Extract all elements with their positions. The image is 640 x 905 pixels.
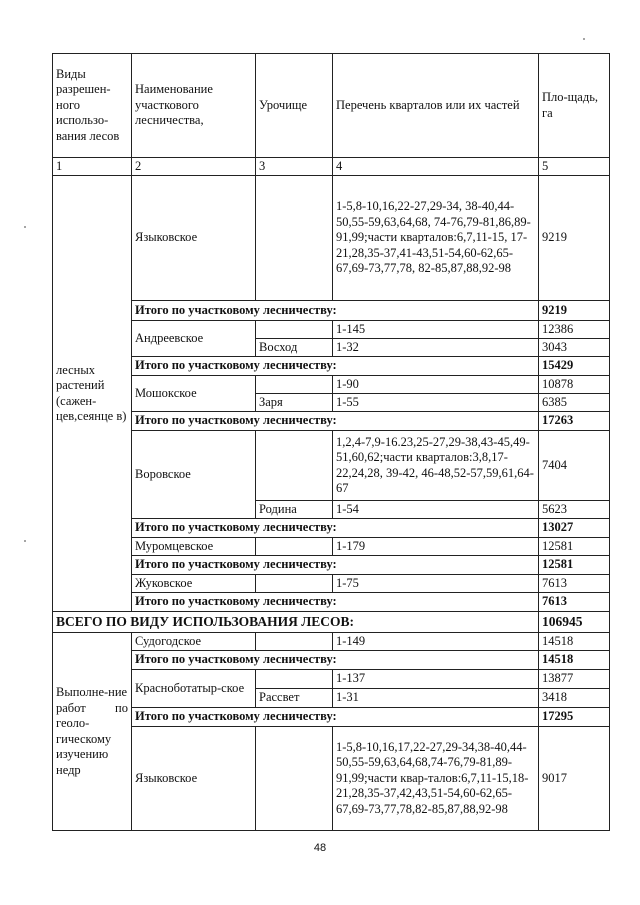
column-number: 4 <box>333 158 539 176</box>
table-row <box>53 376 610 394</box>
scan-artifact <box>24 540 26 542</box>
tract-cell <box>256 431 333 501</box>
forestry-name: Судогодское <box>132 633 256 651</box>
forestry-name: Воровское <box>132 431 256 519</box>
forest-use-table <box>52 53 610 831</box>
column-number: 2 <box>132 158 256 176</box>
area-cell: 14518 <box>539 633 610 651</box>
use-type-forest-plants: лесных растений (сажен-цев,сеянце в) <box>53 176 132 612</box>
subtotal-row <box>53 412 610 431</box>
table-row <box>53 727 610 831</box>
subtotal-area: 15429 <box>539 357 610 376</box>
subtotal-label: Итого по участковому лесничеству: <box>132 357 539 376</box>
header-area: Пло-щадь, га <box>539 54 610 158</box>
area-cell: 12386 <box>539 321 610 339</box>
subtotal-area: 14518 <box>539 651 610 670</box>
forestry-name: Красноботатыр-ское <box>132 670 256 708</box>
quarters-cell: 1-137 <box>333 670 539 689</box>
table-header-row <box>53 54 610 158</box>
subtotal-area: 13027 <box>539 519 610 538</box>
header-tract: Урочище <box>256 54 333 158</box>
use-type-geology: Выполне-ние работ по геоло-гическому изучению недр <box>53 633 132 831</box>
subtotal-label: Итого по участковому лесничеству: <box>132 412 539 431</box>
tract-cell <box>256 321 333 339</box>
grand-total-row <box>53 612 610 633</box>
table-row <box>53 176 610 301</box>
subtotal-row <box>53 556 610 575</box>
subtotal-row <box>53 519 610 538</box>
forestry-name: Андреевское <box>132 321 256 357</box>
tract-cell <box>256 670 333 689</box>
forestry-name: Языковское <box>132 727 256 831</box>
forestry-name: Жуковское <box>132 575 256 593</box>
subtotal-area: 7613 <box>539 593 610 612</box>
column-number: 5 <box>539 158 610 176</box>
subtotal-label: Итого по участковому лесничеству: <box>132 708 539 727</box>
area-cell: 3043 <box>539 339 610 357</box>
subtotal-label: Итого по участковому лесничеству: <box>132 593 539 612</box>
table-row <box>53 321 610 339</box>
subtotal-area: 9219 <box>539 301 610 321</box>
header-use-type: Виды разрешен-ного использо-вания лесов <box>53 54 132 158</box>
table-row <box>53 670 610 689</box>
tract-cell: Восход <box>256 339 333 357</box>
area-cell: 3418 <box>539 689 610 708</box>
subtotal-row <box>53 357 610 376</box>
tract-cell <box>256 575 333 593</box>
quarters-cell: 1-31 <box>333 689 539 708</box>
forestry-name: Мошокское <box>132 376 256 412</box>
column-number: 1 <box>53 158 132 176</box>
area-cell: 5623 <box>539 501 610 519</box>
subtotal-row <box>53 593 610 612</box>
subtotal-label: Итого по участковому лесничеству: <box>132 301 539 321</box>
grand-total-label: ВСЕГО ПО ВИДУ ИСПОЛЬЗОВАНИЯ ЛЕСОВ: <box>53 612 539 633</box>
tract-cell <box>256 633 333 651</box>
quarters-cell: 1-5,8-10,16,17,22-27,29-34,38-40,44-50,55-59,63,64,68,74-76,79-81,89-91,99;части квар-талов:6,7,11-15,18-21,28,35-37,42,43,51-54,60-62,65-67,69-73,77,78,82-85,87,88,92-98 <box>333 727 539 831</box>
tract-cell: Родина <box>256 501 333 519</box>
tract-cell: Заря <box>256 394 333 412</box>
quarters-cell: 1-90 <box>333 376 539 394</box>
quarters-cell: 1,2,4-7,9-16.23,25-27,29-38,43-45,49-51,60,62;части кварталов:3,8,17-22,24,28, 39-42, 46-48,52-57,59,61,64-67 <box>333 431 539 501</box>
header-forestry-name: Наименование участкового лесничества, <box>132 54 256 158</box>
area-cell: 12581 <box>539 538 610 556</box>
page-number: 48 <box>313 842 327 854</box>
tract-cell <box>256 727 333 831</box>
quarters-cell: 1-149 <box>333 633 539 651</box>
column-numbers-row <box>53 158 610 176</box>
quarters-cell: 1-32 <box>333 339 539 357</box>
subtotal-label: Итого по участковому лесничеству: <box>132 651 539 670</box>
quarters-cell: 1-179 <box>333 538 539 556</box>
subtotal-row <box>53 708 610 727</box>
header-quarters: Перечень кварталов или их частей <box>333 54 539 158</box>
subtotal-area: 17295 <box>539 708 610 727</box>
area-cell: 13877 <box>539 670 610 689</box>
subtotal-row <box>53 301 610 321</box>
subtotal-row <box>53 651 610 670</box>
quarters-cell: 1-145 <box>333 321 539 339</box>
table-row <box>53 431 610 501</box>
area-cell: 9017 <box>539 727 610 831</box>
tract-cell <box>256 176 333 301</box>
area-cell: 9219 <box>539 176 610 301</box>
scan-artifact <box>583 38 585 40</box>
table-row <box>53 575 610 593</box>
subtotal-label: Итого по участковому лесничеству: <box>132 519 539 538</box>
tract-cell: Рассвет <box>256 689 333 708</box>
tract-cell <box>256 538 333 556</box>
forestry-name: Муромцевское <box>132 538 256 556</box>
quarters-cell: 1-54 <box>333 501 539 519</box>
table-row <box>53 538 610 556</box>
quarters-cell: 1-75 <box>333 575 539 593</box>
quarters-cell: 1-55 <box>333 394 539 412</box>
area-cell: 7613 <box>539 575 610 593</box>
subtotal-label: Итого по участковому лесничеству: <box>132 556 539 575</box>
tract-cell <box>256 376 333 394</box>
area-cell: 6385 <box>539 394 610 412</box>
quarters-cell: 1-5,8-10,16,22-27,29-34, 38-40,44-50,55-59,63,64,68, 74-76,79-81,86,89-91,99;части кварталов:6,7,11-15, 17-21,28,35-37,41-43,51-54,60-62,65-67,69-73,77,78, 82-85,87,88,92-98 <box>333 176 539 301</box>
subtotal-area: 12581 <box>539 556 610 575</box>
column-number: 3 <box>256 158 333 176</box>
area-cell: 10878 <box>539 376 610 394</box>
subtotal-area: 17263 <box>539 412 610 431</box>
table-row <box>53 633 610 651</box>
area-cell: 7404 <box>539 431 610 501</box>
grand-total-area: 106945 <box>539 612 610 633</box>
scan-artifact <box>24 226 26 228</box>
forestry-name: Языковское <box>132 176 256 301</box>
